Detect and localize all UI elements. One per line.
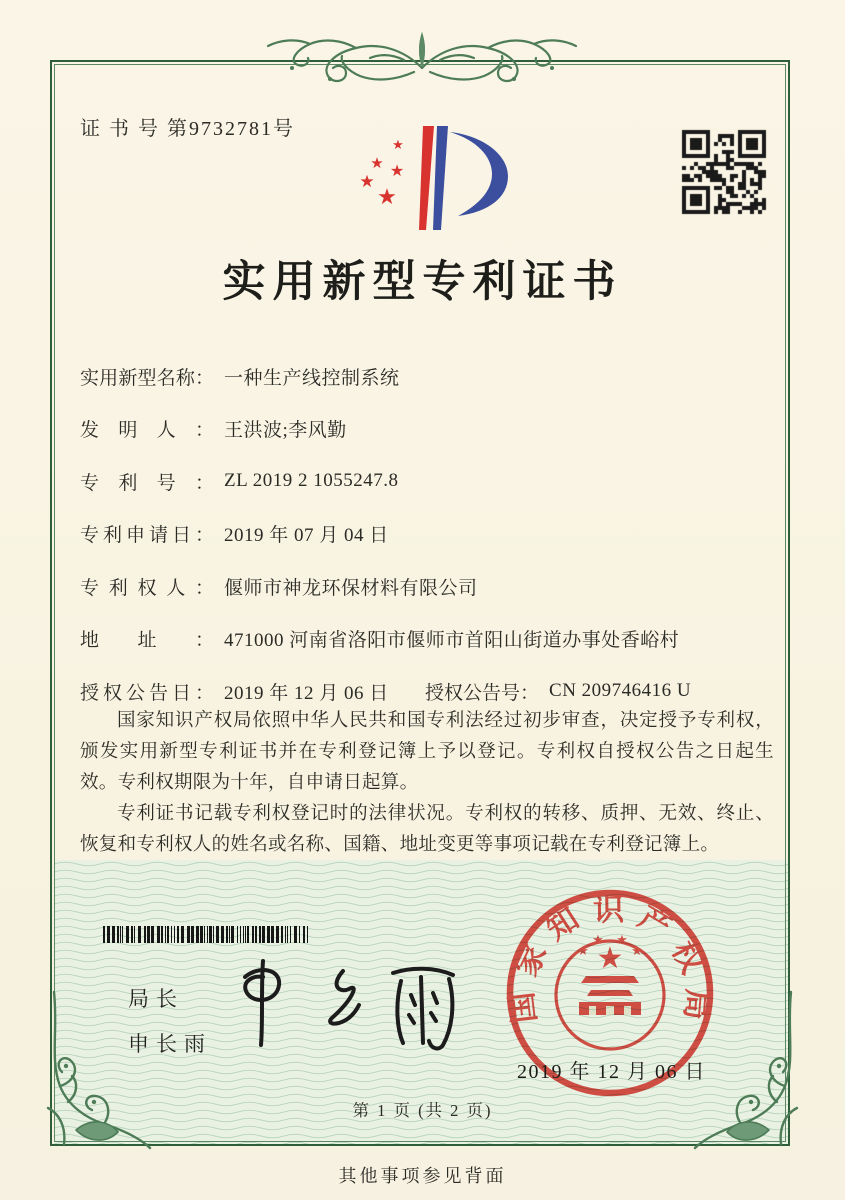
director-name: 申长雨 [128,1032,212,1056]
field-label: 专利号： [80,472,214,494]
fields-block [80,350,780,718]
field-row-inventor [80,403,780,456]
director-title: 局长 [128,987,184,1011]
field-value: 王洪波;李风勤 [224,420,347,442]
barcode [103,926,321,943]
field-label: 授权公告日： [80,682,214,704]
top-ornament-icon [264,16,580,104]
paragraph-1: 国家知识产权局依照中华人民共和国专利法经过初步审查，决定授予专利权，颁发实用新型专利证书并在专利登记簿上予以登记。专利权自授权公告之日起生效。专利权期限为十年，自申请日起算。 [80,711,774,793]
certificate-number: 证 书 号 第9732781号 [80,118,295,140]
field-value: CN 209746416 U [549,680,692,702]
certificate-title: 实用新型专利证书 [222,259,623,306]
svg-text:★: ★ [370,154,384,172]
paragraph-2: 专利证书记载专利权登记时的法律状况。专利权的转移、质押、无效、终止、恢复和专利权人的姓名或名称、国籍、地址变更等事项记载在专利登记簿上。 [80,804,774,855]
seal-small-star: ★ [616,933,628,948]
field-value: 471000 河南省洛阳市偃师市首阳山街道办事处香峪村 [224,630,680,652]
cnipa-logo-icon [340,118,520,238]
field-value: 一种生产线控制系统 [224,367,400,389]
seal-date: 2019 年 12 月 06 日 [517,1061,706,1083]
seal-small-star: ★ [631,944,643,959]
field-label: 专利权人： [80,577,214,599]
field-value: ZL 2019 2 1055247.8 [224,470,399,492]
director-signature [225,943,475,1058]
body-text [80,706,774,861]
field-row-address [80,613,780,666]
field-row-patent-no [80,455,780,508]
svg-text:★: ★ [392,138,404,153]
seal-big-star: ★ [596,941,624,976]
field-label: 发明人： [80,420,214,442]
seal-text: 国家知识产权局 [503,891,716,1025]
svg-text:★: ★ [389,161,405,180]
field-label: 实用新型名称： [80,367,214,389]
svg-text:★: ★ [377,185,397,210]
field-label: 专利申请日： [80,525,214,547]
field-value: 2019 年 12 月 06 日 [224,682,389,704]
field-value: 偃师市神龙环保材料有限公司 [224,577,478,599]
field-value: 2019 年 07 月 04 日 [224,525,389,547]
seal-small-star: ★ [592,933,604,948]
field-label: 地址： [80,630,214,652]
field-row-patentee [80,560,780,613]
field-row-filing-date [80,508,780,561]
field-row-name [80,350,780,403]
seal-small-star: ★ [577,944,589,959]
field-label: 授权公告号： [425,682,540,704]
page-number: 第 1 页 (共 2 页) [352,1101,493,1120]
svg-text:★: ★ [359,172,375,192]
back-note: 其他事项参见背面 [338,1166,507,1186]
corner-ornament-left-icon [38,990,188,1152]
qr-code [678,128,770,216]
grant-number-pair [425,678,691,705]
